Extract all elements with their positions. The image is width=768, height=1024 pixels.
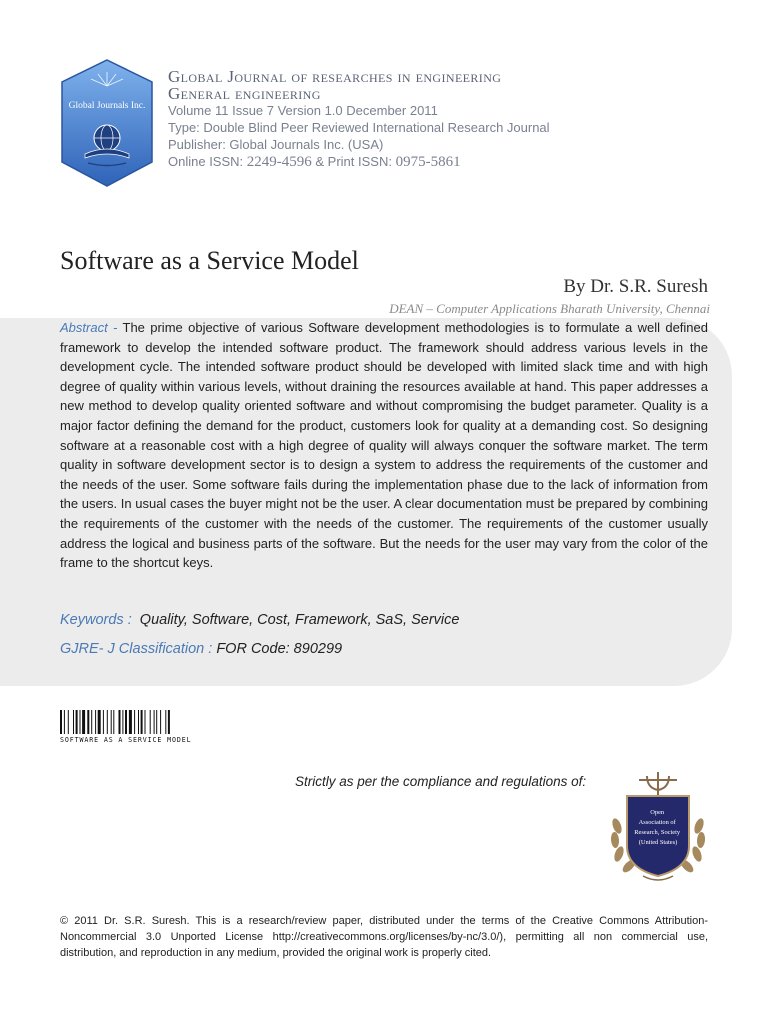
journal-type: Type: Double Blind Peer Reviewed International Research Journal — [168, 120, 550, 135]
barcode-bar — [60, 710, 62, 734]
journal-volume: Volume 11 Issue 7 Version 1.0 December 2011 — [168, 103, 438, 118]
trident-icon — [639, 772, 677, 796]
journal-header — [168, 68, 728, 171]
barcode-bar — [73, 710, 74, 734]
keywords — [60, 612, 459, 628]
barcode-bar — [122, 710, 123, 734]
keywords-value: Quality, Software, Cost, Framework, SaS, Service — [139, 612, 460, 628]
seal-line3: Research, Society — [634, 829, 681, 836]
issn-print: 0975-5861 — [395, 154, 461, 170]
abstract-text: The prime objective of various Software development methodologies is to formulate a well defined framework to develop the intended software product. The framework should address various levels in the development cycle. The intended software product should be developed with limited slack time and with high degree of quality within various levels, without draining the resources available at hand. This paper addresses a new method to develop quality oriented software and without compromising the budget parameter. Quality is a major factor defining the demand for the product, customers look for quality at a demanding cost. So designing software at a reasonable cost with a high degree of quality will always conquer the software market. The term quality in software development sector is to design a system to address the requirements of the customer and the needs of the user. Some software fails during the implementation phase due to the lack of information from the users. In usual cases the buyer might not be the user. A clear documentation must be prepared by combining the requirements of the customer with the needs of the customer. The requirements of the customer usually address the logical and business parts of the software. But the needs for the user may vary from the color of the frame to the shortcut keys. — [60, 320, 708, 571]
barcode-bar — [134, 710, 135, 734]
barcode-bar — [98, 710, 101, 734]
journal-issn — [168, 153, 728, 171]
journal-publisher: Publisher: Global Journals Inc. (USA) — [168, 137, 384, 152]
barcode-bar — [154, 710, 155, 734]
barcode-bar — [87, 710, 89, 734]
author-affiliation: DEAN – Computer Applications Bharath University, Chennai — [389, 301, 710, 316]
barcode-bar — [103, 710, 104, 734]
logo-text: Global Journals Inc. — [68, 101, 146, 111]
barcode-bar — [80, 710, 81, 734]
classification-label: GJRE- J Classification : — [60, 641, 213, 657]
barcode-bar — [156, 710, 157, 734]
paper-author: By Dr. S.R. Suresh — [563, 276, 708, 297]
seal-line1: Open — [650, 809, 665, 816]
barcode-bar — [82, 710, 85, 734]
barcode-bar — [165, 710, 166, 734]
barcode-bar — [107, 710, 108, 734]
copyright-notice: © 2011 Dr. S.R. Suresh. This is a research/review paper, distributed under the terms of the Creative Commons Attribution-Noncommercial 3.0 Unported License http://creativecommons.org/licenses/by-nc/3.0/), permitting all non commercial use, distribution, and reproduction in any medium, provided the original work is properly cited. — [60, 915, 708, 959]
barcode-bar — [125, 710, 127, 734]
issn-online: 2249-4596 — [246, 154, 312, 170]
abstract-label: Abstract - — [60, 320, 118, 335]
compliance-note: Strictly as per the compliance and regulations of: — [295, 774, 587, 789]
seal-line4: (United States) — [638, 839, 678, 846]
barcode-bar — [141, 710, 143, 734]
barcode-bar — [119, 710, 121, 734]
barcode-bar — [150, 710, 151, 734]
barcode-bar — [160, 710, 161, 734]
barcode-bar — [76, 710, 78, 734]
barcode-bar — [168, 710, 170, 734]
journal-logo — [58, 58, 156, 188]
issn-label: Online ISSN: — [168, 154, 247, 169]
abstract — [60, 318, 708, 573]
issn-mid: & Print ISSN: — [311, 154, 396, 169]
journal-title: Global Journal of researches in engineering — [168, 67, 502, 86]
journal-subtitle: General engineering — [168, 84, 321, 103]
classification — [60, 641, 342, 657]
seal-shield — [627, 796, 689, 876]
barcode-caption: SOFTWARE AS A SERVICE MODEL — [60, 736, 192, 744]
barcode-bar — [113, 710, 114, 734]
barcode-bar — [64, 710, 65, 734]
barcode-bar — [68, 710, 69, 734]
barcode-bar — [129, 710, 132, 734]
barcode-bar — [95, 710, 96, 734]
paper-title: Software as a Service Model — [60, 246, 359, 275]
oars-seal — [603, 770, 713, 886]
classification-value: FOR Code: 890299 — [216, 641, 343, 657]
barcode-bar — [138, 710, 139, 734]
barcode-bar — [145, 710, 146, 734]
seal-line2: Association of — [638, 819, 676, 826]
keywords-label: Keywords : — [60, 612, 132, 628]
barcode-bar — [91, 710, 92, 734]
barcode-bar — [111, 710, 112, 734]
